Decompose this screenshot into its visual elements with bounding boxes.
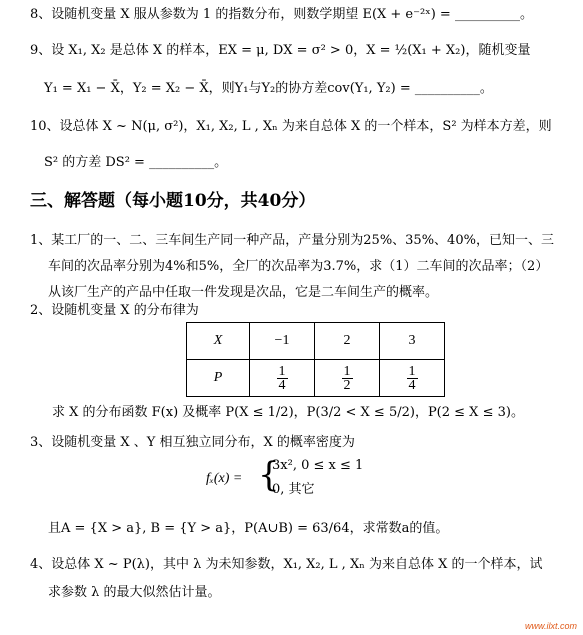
table-cell: −1 [250, 323, 315, 360]
density-function-label: fₓ(x) = [206, 471, 243, 486]
problem-2: 2、设随机变量 X 的分布律为 [30, 303, 199, 318]
denominator: 4 [278, 377, 286, 393]
problem-3-question: 且A = {X > a}, B = {Y > a}，P(A∪B) = 63/64，求常数a的值。 [48, 521, 449, 536]
density-case-1: 3x², 0 ≤ x ≤ 1 [272, 458, 364, 473]
table-cell: 2 [315, 323, 380, 360]
problem-1-line3: 从该厂生产的产品中任取一件发现是次品，它是二车间生产的概率。 [48, 285, 439, 300]
denominator: 2 [343, 377, 351, 393]
table-cell: 3 [380, 323, 445, 360]
denominator: 4 [408, 377, 416, 393]
watermark: www.ilxt.com [524, 621, 577, 631]
question-8: 8、设随机变量 X 服从参数为 1 的指数分布，则数学期望 E(X + e⁻²ˣ) = __________。 [30, 7, 533, 22]
question-10-line2: S² 的方差 DS² = __________。 [44, 155, 228, 170]
problem-1-line1: 1、某工厂的一、二、三车间生产同一种产品，产量分别为25%、35%、40%，已知一、三 [30, 233, 554, 248]
table-cell [380, 360, 445, 397]
numerator: 1 [408, 363, 416, 379]
numerator: 1 [343, 363, 351, 379]
left-brace: { [258, 455, 280, 495]
problem-4-line2: 求参数 λ 的最大似然估计量。 [48, 585, 221, 600]
question-9-line2: Y₁ = X₁ − X̄，Y₂ = X₂ − X̄，则Y₁与Y₂的协方差cov(Y₁, Y₂) = __________。 [44, 81, 493, 96]
table-row [187, 360, 445, 397]
section-title: 三、解答题（每小题10分，共40分） [30, 191, 316, 211]
fraction [407, 365, 418, 392]
numerator: 1 [278, 363, 286, 379]
problem-2-question: 求 X 的分布函数 F(x) 及概率 P(X ≤ 1/2)，P(3/2 < X ≤ 5/2)，P(2 ≤ X ≤ 3)。 [52, 405, 524, 420]
question-9-line1: 9、设 X₁, X₂ 是总体 X 的样本，EX = μ, DX = σ² > 0，X = ½(X₁ + X₂)，随机变量 [30, 43, 531, 58]
table-cell [250, 360, 315, 397]
problem-4-line1: 4、设总体 X ~ P(λ)，其中 λ 为未知参数，X₁, X₂, L , Xₙ 为来自总体 X 的一个样本，试 [30, 557, 543, 572]
density-case-2: 0, 其它 [272, 482, 315, 497]
distribution-table [186, 322, 445, 397]
table-cell: P [187, 360, 250, 397]
question-10-line1: 10、设总体 X ~ N(μ, σ²)，X₁, X₂, L , Xₙ 为来自总体 X 的一个样本，S² 为样本方差，则 [30, 119, 552, 134]
problem-3: 3、设随机变量 X 、Y 相互独立同分布，X 的概率密度为 [30, 435, 355, 450]
fraction [277, 365, 288, 392]
table-cell: X [187, 323, 250, 360]
table-cell [315, 360, 380, 397]
problem-1-line2: 车间的次品率分别为4%和5%，全厂的次品率为3.7%，求（1）二车间的次品率；（2） [48, 259, 549, 274]
fraction [342, 365, 353, 392]
table-row [187, 323, 445, 360]
